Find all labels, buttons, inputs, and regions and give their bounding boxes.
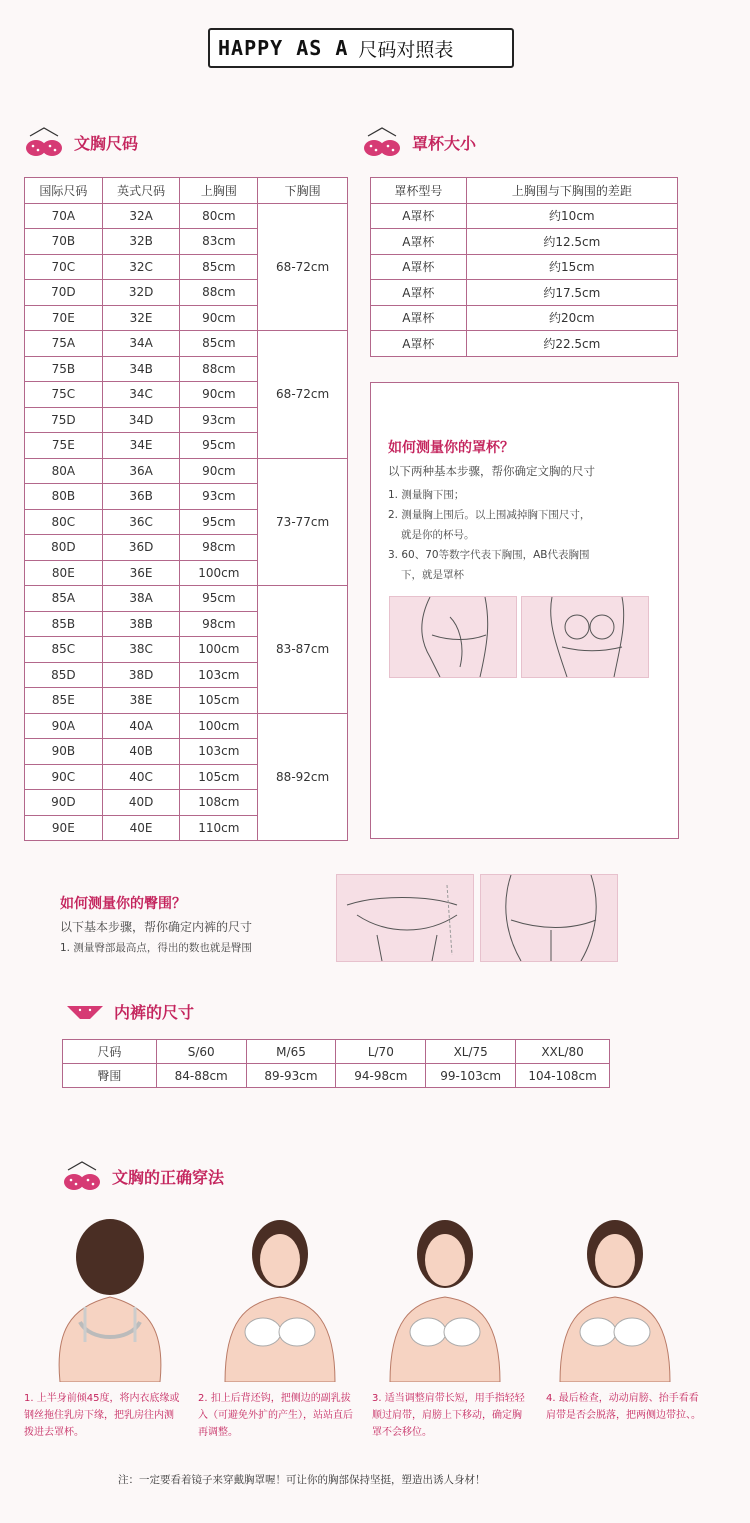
hip-measure-illustration-1	[336, 874, 474, 962]
table-row	[371, 305, 678, 331]
uk-size-cell: 40D	[102, 790, 180, 816]
intl-size-cell: 90D	[25, 790, 103, 816]
table-row	[371, 331, 678, 357]
intl-size-cell: 80E	[25, 560, 103, 586]
uk-size-cell: 32A	[102, 203, 180, 229]
cup-step-2b: 就是你的杯号。	[401, 529, 475, 541]
table-row	[371, 254, 678, 280]
wear-step-1-illustration	[30, 1212, 190, 1382]
pants-size-cell: M/65	[246, 1040, 336, 1064]
intl-size-cell: 75C	[25, 382, 103, 408]
cup-type-cell: A罩杯	[371, 280, 467, 306]
pants-row-label: 尺码	[63, 1040, 157, 1064]
pants-size-cell: 94-98cm	[336, 1064, 426, 1088]
cup-step-3: 3. 60、70等数字代表下胸围，AB代表胸围	[388, 549, 590, 561]
pants-size-cell: 84-88cm	[156, 1064, 246, 1088]
bust-cell: 100cm	[180, 637, 258, 663]
intl-size-cell: 70E	[25, 305, 103, 331]
difference-cell: 约12.5cm	[466, 229, 677, 255]
intl-size-cell: 90E	[25, 815, 103, 841]
header-intl-size: 国际尺码	[25, 178, 103, 204]
table-row	[25, 458, 348, 484]
cup-step-1: 1. 测量胸下围；	[388, 489, 465, 501]
intl-size-cell: 85D	[25, 662, 103, 688]
page-title: 尺码对照表	[358, 38, 454, 61]
wear-step-4-caption: 4. 最后检查，动动肩膀、抬手看看肩带是否会脱落，把两侧边带拉、。	[546, 1393, 701, 1421]
intl-size-cell: 85E	[25, 688, 103, 714]
wear-step-4-illustration	[540, 1212, 690, 1382]
uk-size-cell: 38C	[102, 637, 180, 663]
bust-cell: 110cm	[180, 815, 258, 841]
bust-cell: 95cm	[180, 433, 258, 459]
wear-step-3-caption: 3. 适当调整肩带长短，用手指轻轻顺过肩带，肩膀上下移动，确定胸罩不会移位。	[372, 1393, 525, 1438]
intl-size-cell: 70D	[25, 280, 103, 306]
header-bust: 上胸围	[180, 178, 258, 204]
bust-cell: 105cm	[180, 764, 258, 790]
uk-size-cell: 38D	[102, 662, 180, 688]
bra-section-label: 文胸尺码	[74, 133, 139, 153]
bust-cell: 95cm	[180, 586, 258, 612]
cup-measure-box	[370, 382, 679, 839]
wear-step-2-caption: 2. 扣上后背还钩，把侧边的副乳拔入（可避免外扩的产生），站站直后再调整。	[198, 1393, 353, 1438]
intl-size-cell: 70A	[25, 203, 103, 229]
underbust-cell: 83-87cm	[258, 586, 348, 714]
bust-cell: 98cm	[180, 535, 258, 561]
uk-size-cell: 38E	[102, 688, 180, 714]
table-row	[63, 1064, 610, 1088]
intl-size-cell: 90B	[25, 739, 103, 765]
header-underbust: 下胸围	[258, 178, 348, 204]
cup-measure-title: 如何测量你的罩杯？	[388, 440, 514, 456]
uk-size-cell: 40C	[102, 764, 180, 790]
header-cup-type: 罩杯型号	[371, 178, 467, 204]
bust-cell: 103cm	[180, 739, 258, 765]
table-row	[25, 331, 348, 357]
uk-size-cell: 34D	[102, 407, 180, 433]
difference-cell: 约20cm	[466, 305, 677, 331]
hip-measure-step: 1. 测量臀部最高点，得出的数也就是臀围	[60, 942, 252, 954]
cup-type-cell: A罩杯	[371, 229, 467, 255]
cup-measure-steps	[388, 485, 590, 585]
bust-cell: 108cm	[180, 790, 258, 816]
cup-type-cell: A罩杯	[371, 331, 467, 357]
bust-cell: 90cm	[180, 458, 258, 484]
table-row	[25, 203, 348, 229]
uk-size-cell: 36B	[102, 484, 180, 510]
table-row	[25, 586, 348, 612]
pants-size-cell: XXL/80	[516, 1040, 610, 1064]
pants-size-cell: S/60	[156, 1040, 246, 1064]
footer-note: 注：一定要看着镜子来穿戴胸罩喔！可让你的胸部保持坚挺，塑造出诱人身材！	[118, 1474, 486, 1486]
underbust-cell: 68-72cm	[258, 331, 348, 459]
uk-size-cell: 36A	[102, 458, 180, 484]
bust-cell: 85cm	[180, 331, 258, 357]
bust-cell: 90cm	[180, 382, 258, 408]
wear-section-title	[62, 1160, 224, 1192]
pants-size-table	[62, 1039, 610, 1088]
intl-size-cell: 90C	[25, 764, 103, 790]
pants-section-title	[66, 1000, 194, 1023]
uk-size-cell: 40A	[102, 713, 180, 739]
intl-size-cell: 75E	[25, 433, 103, 459]
difference-cell: 约22.5cm	[466, 331, 677, 357]
intl-size-cell: 85C	[25, 637, 103, 663]
bust-cell: 85cm	[180, 254, 258, 280]
intl-size-cell: 80B	[25, 484, 103, 510]
uk-size-cell: 34E	[102, 433, 180, 459]
bust-cell: 90cm	[180, 305, 258, 331]
bra-icon	[62, 1160, 102, 1192]
header-uk-size: 英式尺码	[102, 178, 180, 204]
intl-size-cell: 70C	[25, 254, 103, 280]
hip-measure-title: 如何测量你的臀围？	[60, 896, 186, 912]
cup-type-cell: A罩杯	[371, 203, 467, 229]
bra-icon	[362, 126, 402, 158]
uk-size-cell: 34C	[102, 382, 180, 408]
pants-size-cell: 104-108cm	[516, 1064, 610, 1088]
bust-cell: 105cm	[180, 688, 258, 714]
bust-cell: 98cm	[180, 611, 258, 637]
bust-cell: 80cm	[180, 203, 258, 229]
bra-icon	[24, 126, 64, 158]
underbust-cell: 68-72cm	[258, 203, 348, 331]
uk-size-cell: 36E	[102, 560, 180, 586]
underbust-cell: 73-77cm	[258, 458, 348, 586]
intl-size-cell: 90A	[25, 713, 103, 739]
intl-size-cell: 80C	[25, 509, 103, 535]
intl-size-cell: 75B	[25, 356, 103, 382]
pants-size-cell: 99-103cm	[426, 1064, 516, 1088]
bust-cell: 88cm	[180, 280, 258, 306]
hip-measure-illustration-2	[480, 874, 618, 962]
bust-cell: 100cm	[180, 560, 258, 586]
table-row	[25, 713, 348, 739]
table-row	[371, 203, 678, 229]
uk-size-cell: 34A	[102, 331, 180, 357]
underbust-measure-illustration	[389, 596, 517, 678]
cup-step-2: 2. 测量胸上围后。以上围减掉胸下围尺寸，	[388, 509, 591, 521]
bust-measure-illustration	[521, 596, 649, 678]
bust-cell: 88cm	[180, 356, 258, 382]
cup-size-table	[370, 177, 678, 357]
intl-size-cell: 80D	[25, 535, 103, 561]
difference-cell: 约10cm	[466, 203, 677, 229]
wear-step-1-caption: 1. 上半身前倾45度，将内衣底缘或钢丝拖住乳房下缘，把乳房往内测拨进去罩杯。	[24, 1393, 180, 1438]
page-header	[208, 28, 514, 68]
intl-size-cell: 85A	[25, 586, 103, 612]
bust-cell: 83cm	[180, 229, 258, 255]
cup-type-cell: A罩杯	[371, 305, 467, 331]
panties-icon	[66, 1003, 104, 1021]
wear-step-3-illustration	[370, 1212, 520, 1382]
uk-size-cell: 32D	[102, 280, 180, 306]
table-row	[371, 280, 678, 306]
uk-size-cell: 36D	[102, 535, 180, 561]
underbust-cell: 88-92cm	[258, 713, 348, 841]
uk-size-cell: 38B	[102, 611, 180, 637]
table-row	[63, 1040, 610, 1064]
pants-row-label: 臀围	[63, 1064, 157, 1088]
header-difference: 上胸围与下胸围的差距	[466, 178, 677, 204]
uk-size-cell: 40E	[102, 815, 180, 841]
cup-type-cell: A罩杯	[371, 254, 467, 280]
bust-cell: 93cm	[180, 407, 258, 433]
wear-step-2-illustration	[205, 1212, 355, 1382]
intl-size-cell: 75D	[25, 407, 103, 433]
uk-size-cell: 32B	[102, 229, 180, 255]
uk-size-cell: 38A	[102, 586, 180, 612]
cup-section-label: 罩杯大小	[412, 133, 477, 153]
pants-size-cell: L/70	[336, 1040, 426, 1064]
uk-size-cell: 32C	[102, 254, 180, 280]
intl-size-cell: 75A	[25, 331, 103, 357]
bust-cell: 93cm	[180, 484, 258, 510]
bust-cell: 95cm	[180, 509, 258, 535]
intl-size-cell: 70B	[25, 229, 103, 255]
intl-size-cell: 80A	[25, 458, 103, 484]
uk-size-cell: 32E	[102, 305, 180, 331]
cup-measure-subtitle: 以下两种基本步骤，帮你确定文胸的尺寸	[388, 464, 595, 478]
pants-size-cell: 89-93cm	[246, 1064, 336, 1088]
hip-measure-subtitle: 以下基本步骤，帮你确定内裤的尺寸	[60, 920, 253, 934]
bust-cell: 100cm	[180, 713, 258, 739]
intl-size-cell: 85B	[25, 611, 103, 637]
cup-section-title	[362, 126, 476, 158]
cup-step-3b: 下，就是罩杯	[401, 569, 464, 581]
uk-size-cell: 34B	[102, 356, 180, 382]
difference-cell: 约15cm	[466, 254, 677, 280]
uk-size-cell: 36C	[102, 509, 180, 535]
brand-logo: HAPPY AS A	[218, 36, 349, 60]
bra-section-title	[24, 126, 138, 158]
table-row	[371, 229, 678, 255]
uk-size-cell: 40B	[102, 739, 180, 765]
difference-cell: 约17.5cm	[466, 280, 677, 306]
pants-size-cell: XL/75	[426, 1040, 516, 1064]
pants-section-label: 内裤的尺寸	[114, 1003, 195, 1022]
wear-section-label: 文胸的正确穿法	[112, 1167, 225, 1187]
bust-cell: 103cm	[180, 662, 258, 688]
bra-size-table	[24, 177, 348, 841]
